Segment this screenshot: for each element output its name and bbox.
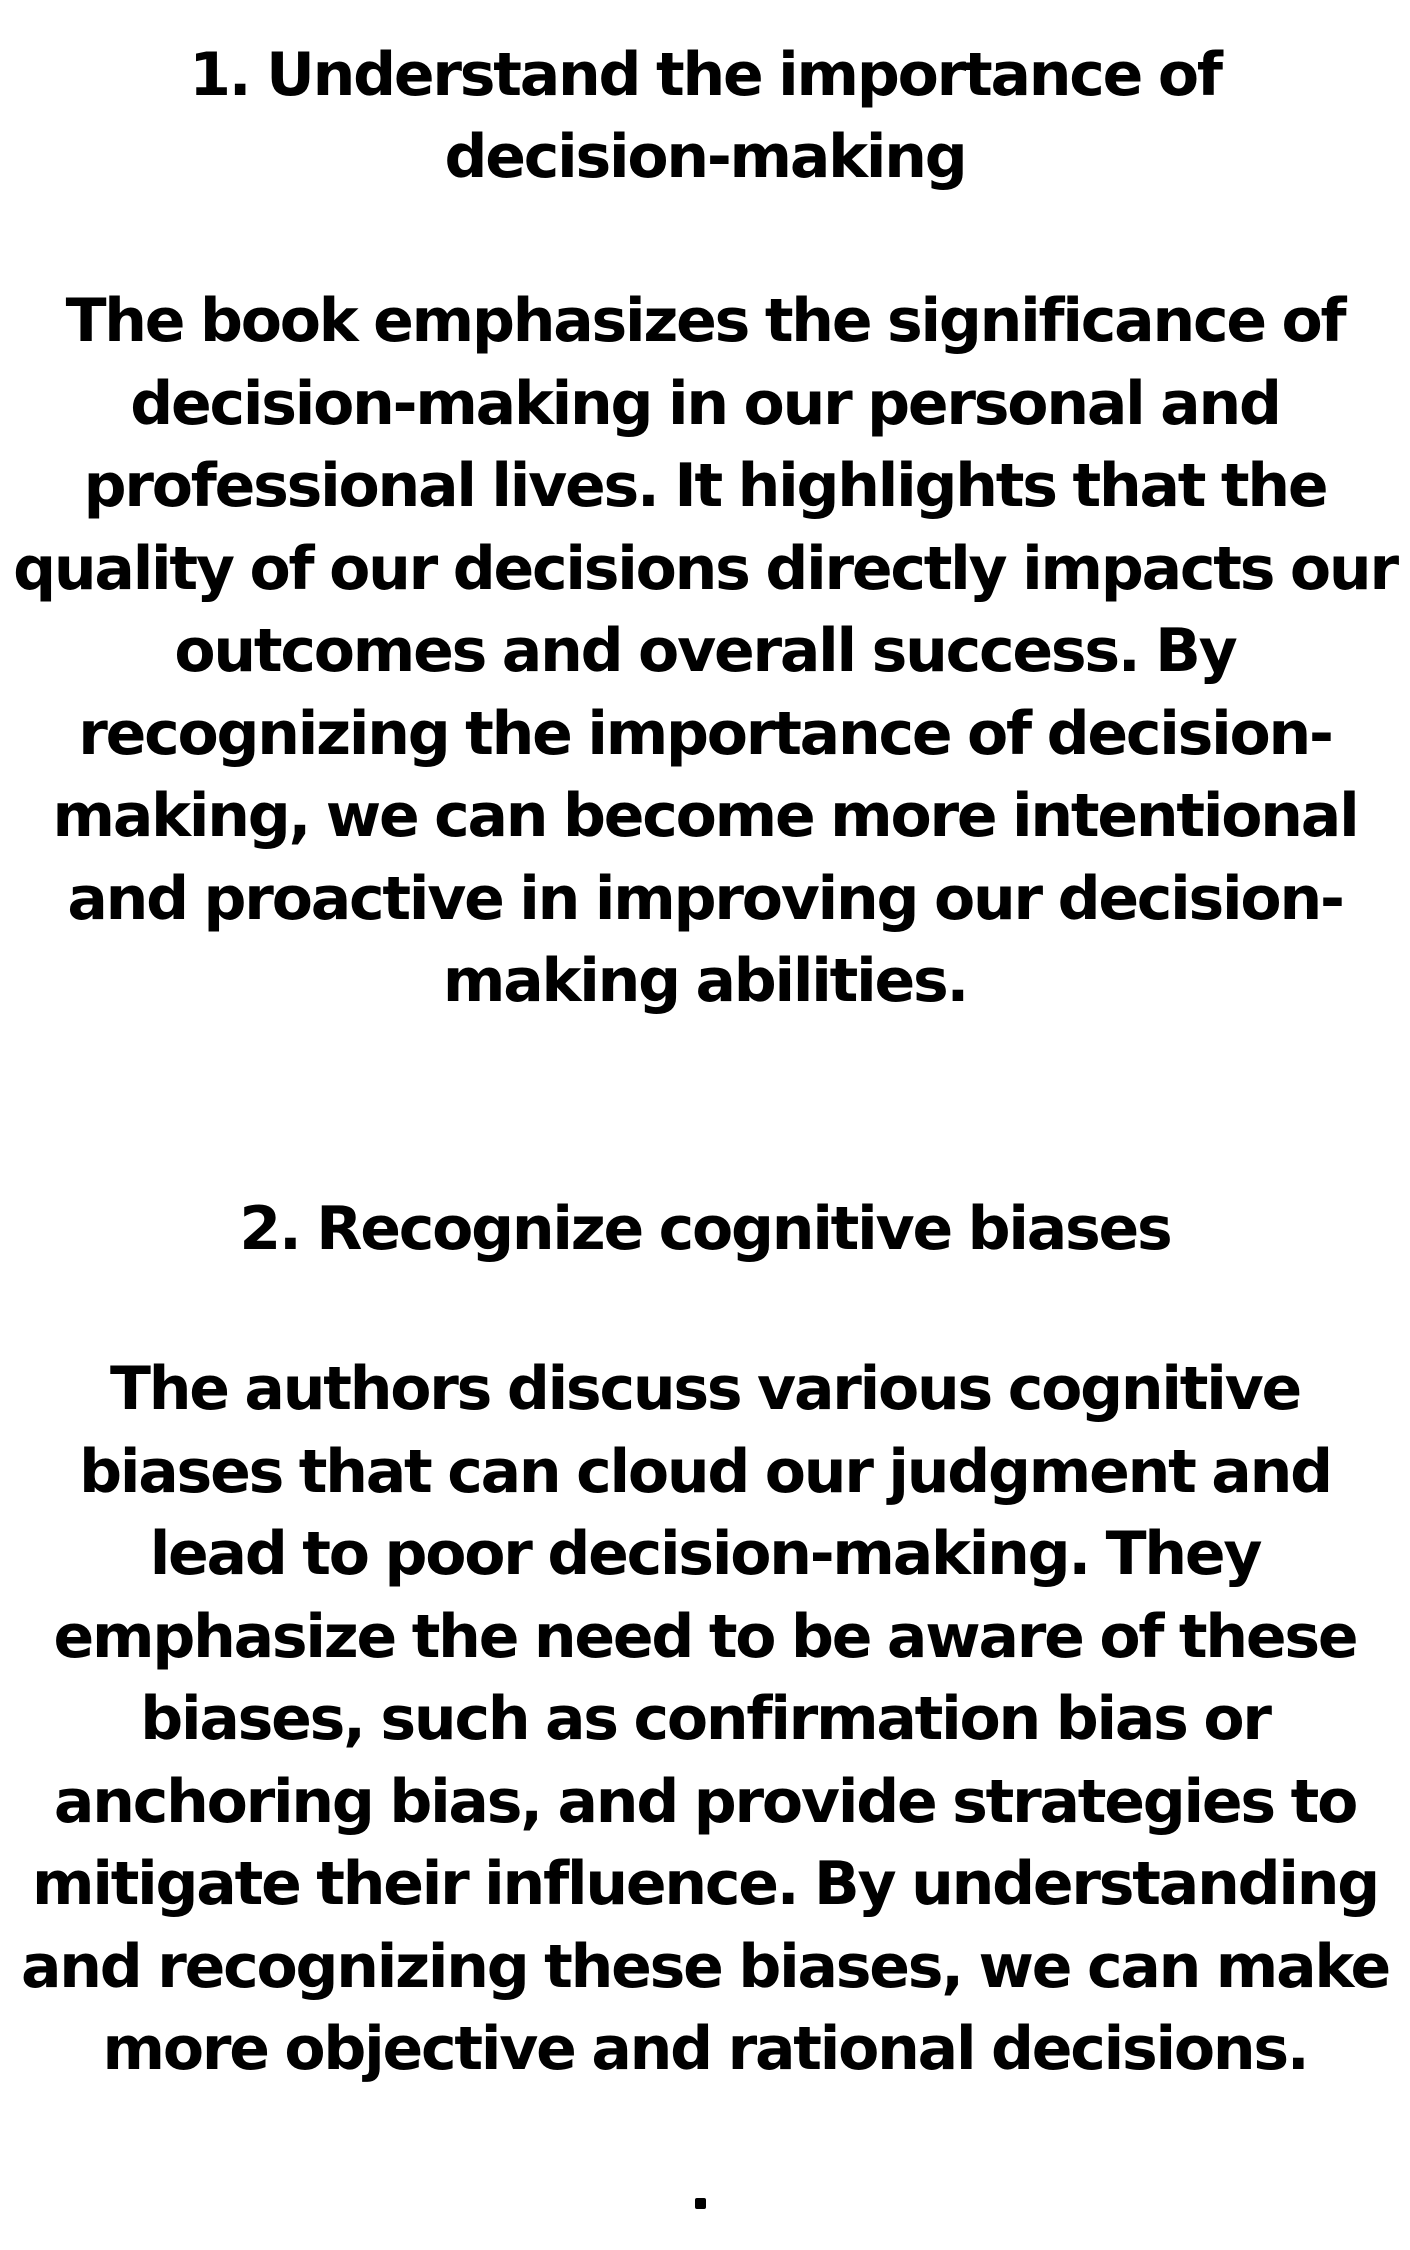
section-1-heading: 1. Understand the importance of decision-making	[189, 40, 1221, 192]
trailing-period-mark	[695, 2198, 706, 2209]
section-1-body: The book emphasizes the significance of decision-making in our personal and professional lives. It highlights that the quality of our decisions directly impacts our outcomes and overall success. By recognizing the importance of decision-making, we can become more intentional and proactive in improving our decision-making abilities.	[13, 286, 1397, 1016]
section-2-heading: 2. Recognize cognitive biases	[239, 1194, 1171, 1264]
section-2-body: The authors discuss various cognitive biases that can cloud our judgment and lead to poor decision-making. They emphasize the need to be aware of these biases, such as confirmation bias or anchoring bias, and provide strategies to mitigate their influence. By understanding and recognizing these biases, we can make more objective and rational decisions.	[20, 1354, 1390, 2084]
